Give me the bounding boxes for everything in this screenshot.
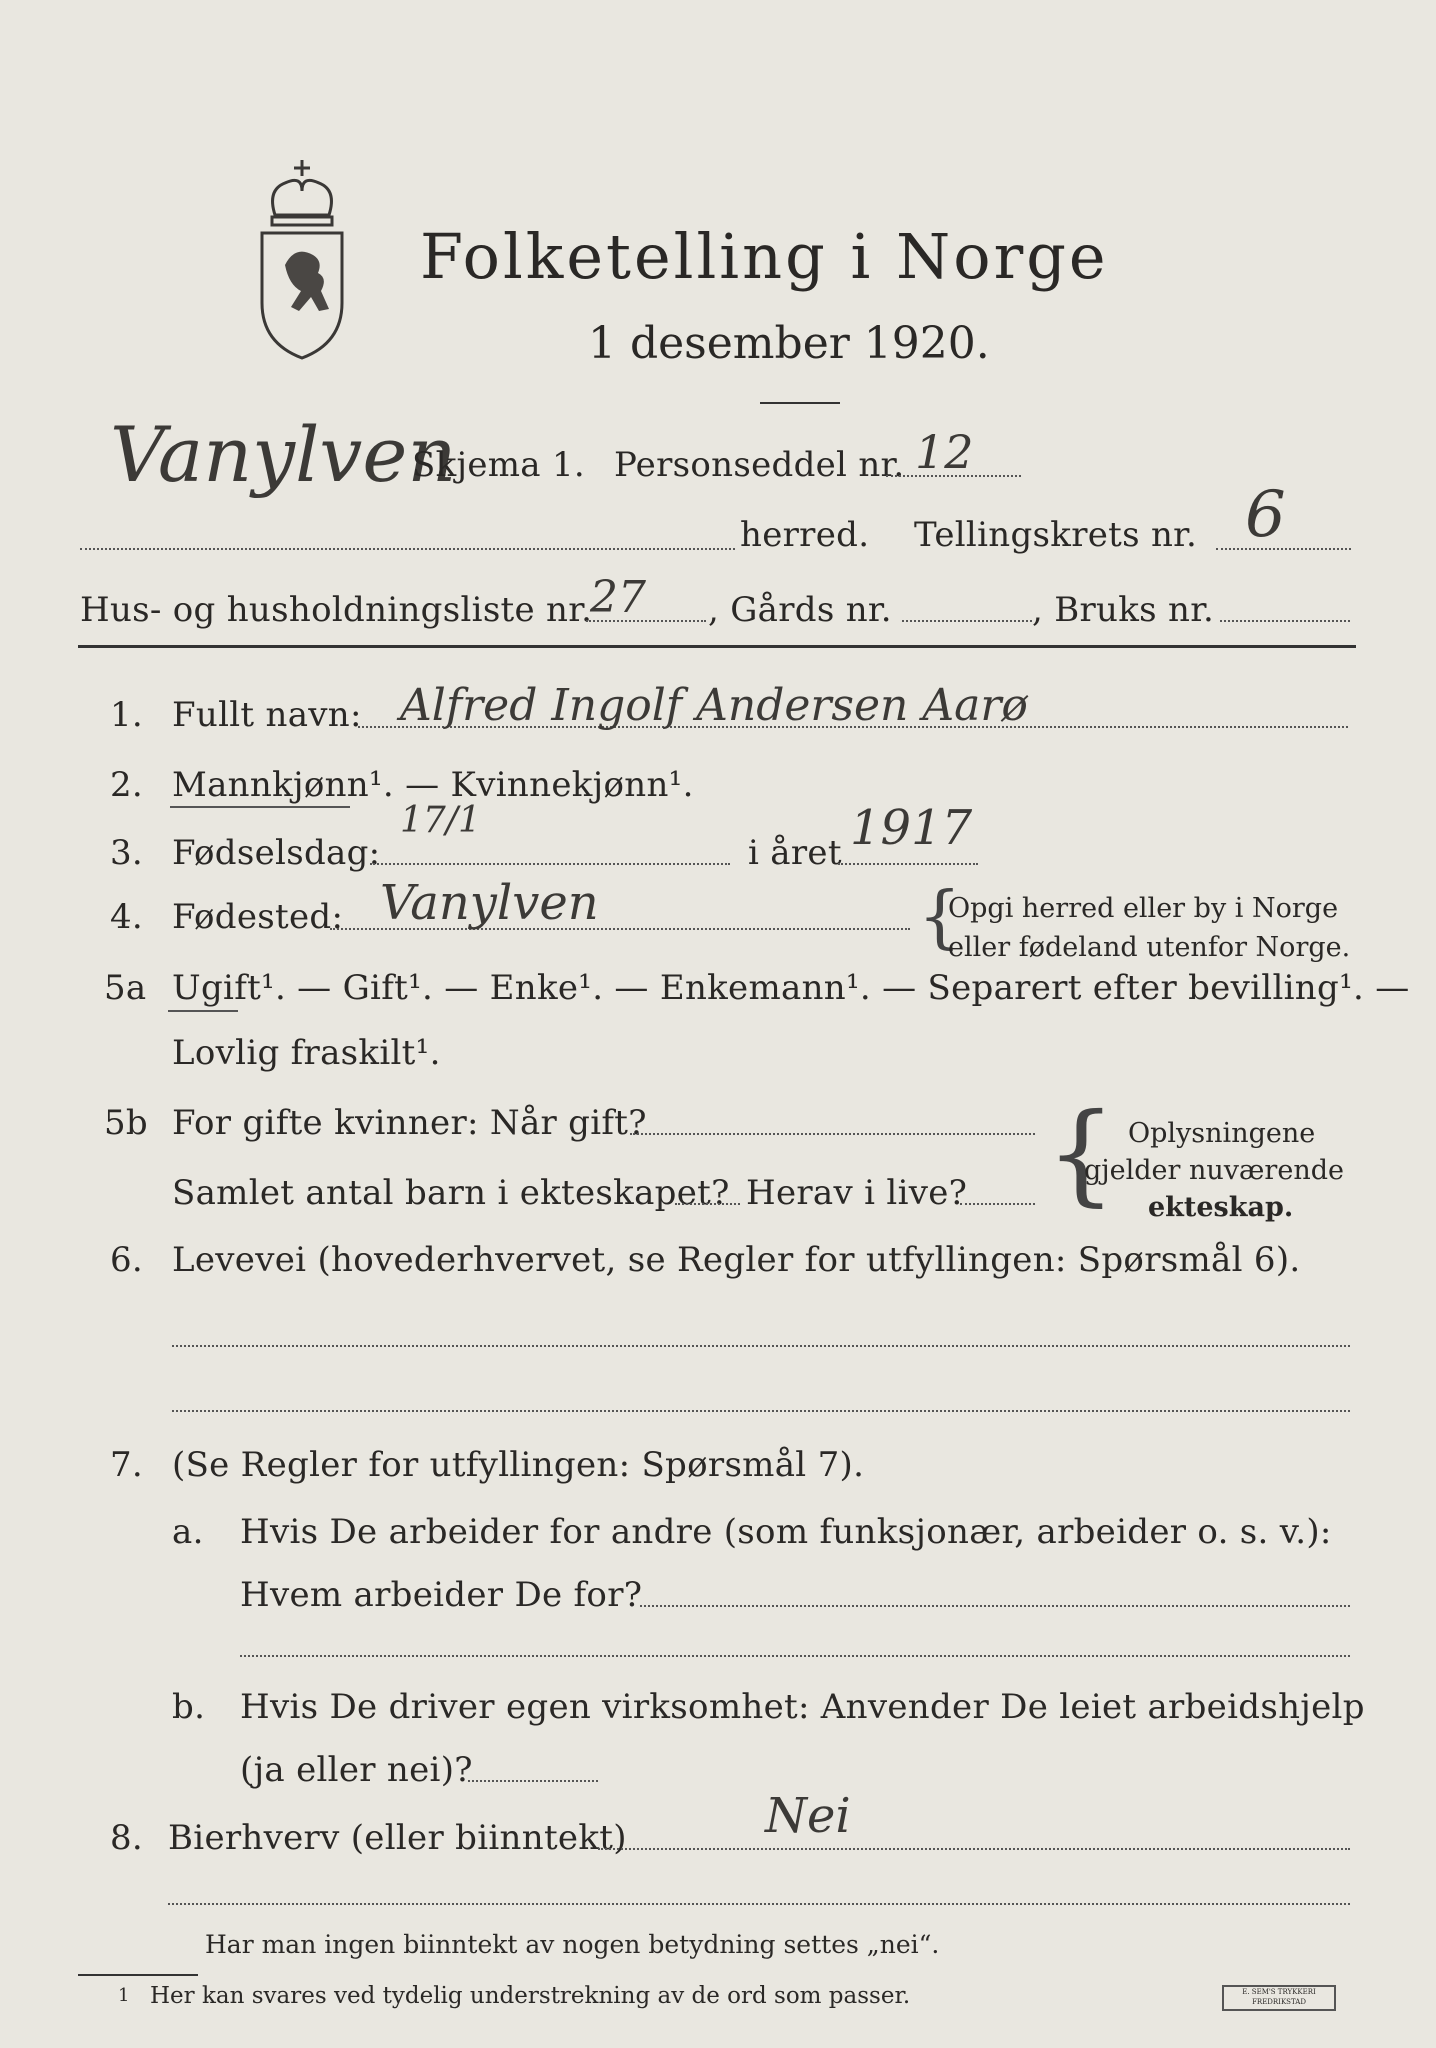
q2-underline [170,806,350,808]
q7a-extra-line [240,1655,1350,1657]
title-divider [760,402,840,404]
q8-line [598,1848,1350,1850]
printer-stamp [1222,1985,1336,2011]
herred-label: herred. [740,515,870,555]
q1-label: Fullt navn: [172,695,362,735]
q5b-line1: For gifte kvinner: Når gift? [172,1103,647,1143]
q7-number: 7. [110,1445,144,1485]
q3-year-value: 1917 [850,800,973,856]
personseddel-value: 12 [915,425,974,479]
bruks-label: , Bruks nr. [1032,590,1215,630]
q7a-line2: Hvem arbeider De for? [240,1575,643,1615]
q5b-line2a: Samlet antal barn i ekteskapet? [172,1173,730,1213]
q4-value: Vanylven [380,875,599,931]
footnote-rule [78,1974,198,1976]
q5b-brace: { [1046,1089,1116,1217]
husliste-label: Hus- og husholdningsliste nr. [80,590,593,630]
q5a-line2: Lovlig fraskilt¹. [172,1033,441,1073]
personseddel-label: Personseddel nr. [614,445,905,485]
q5b-note2: gjelder nuværende [1084,1155,1344,1186]
q6-label: Levevei (hovederhvervet, se Regler for utfyllingen: Spørsmål 6). [172,1240,1301,1280]
footer-note: Har man ingen biinntekt av nogen betydning settes „nei“. [205,1930,940,1959]
q7b-line [468,1780,598,1782]
q7-label: (Se Regler for utfyllingen: Spørsmål 7). [172,1445,865,1485]
q4-brace: { [918,878,962,957]
q7a-line1: Hvis De arbeider for andre (som funksjonær, arbeider o. s. v.): [240,1512,1332,1552]
bruks-line [1220,620,1350,622]
q5a-line1: Ugift¹. — Gift¹. — Enke¹. — Enkemann¹. — Separert efter bevilling¹. — [172,968,1410,1008]
tellingskrets-value: 6 [1245,478,1286,552]
q8-label: Bierhverv (eller biinntekt) [168,1818,627,1858]
q3-label: Fødselsdag: [172,833,381,873]
gards-line [902,620,1032,622]
q4-note-line2: eller fødeland utenfor Norge. [948,932,1351,963]
q8-extra-line [168,1903,1350,1905]
q6-number: 6. [110,1240,144,1280]
q7a-line [640,1605,1350,1607]
q7a-number: a. [172,1512,204,1552]
q4-number: 4. [110,897,144,937]
q5a-number: 5a [104,968,147,1008]
gards-label: , Gårds nr. [708,590,892,630]
q5b-alive-line [960,1203,1035,1205]
q6-line1 [172,1345,1350,1347]
q3-year-line [838,863,978,865]
q5b-line2b: Herav i live? [746,1173,968,1213]
herred-value: Vanylven [110,410,457,499]
q5b-number: 5b [104,1103,148,1143]
q3-number: 3. [110,833,144,873]
skjema-label: Skjema 1. [412,445,586,485]
q5a-underline [168,1010,238,1012]
q7b-line2: (ja eller nei)? [240,1750,473,1790]
q7b-number: b. [172,1687,206,1727]
q3-year-label: i året [748,833,842,873]
header-rule [78,645,1356,648]
q4-label: Fødested: [172,897,344,937]
q5b-children-line [675,1203,740,1205]
herred-line [80,548,735,550]
printer-stamp-text: E. SEM'S TRYKKERI FREDRIKSTAD [1242,1988,1316,2006]
q4-note-line1: Opgi herred eller by i Norge [948,893,1339,924]
tellingskrets-label: Tellingskrets nr. [914,515,1198,555]
q8-value: Nei [765,1788,851,1844]
q7b-line1: Hvis De driver egen virksomhet: Anvender De leiet arbeidshjelp [240,1687,1365,1727]
page-title: Folketelling i Norge [420,220,1109,293]
q1-number: 1. [110,695,144,735]
q5b-married-line [630,1133,1035,1135]
husliste-value: 27 [590,572,646,623]
q5b-note3: ekteskap. [1148,1192,1294,1223]
q8-number: 8. [110,1818,144,1858]
q5b-note1: Oplysningene [1128,1118,1316,1149]
q2-label: Mannkjønn¹. — Kvinnekjønn¹. [172,765,694,805]
q6-line2 [172,1410,1350,1412]
coat-of-arms-icon [250,155,355,365]
footnote-text: Her kan svares ved tydelig understrekning av de ord som passer. [150,1983,911,2009]
q2-number: 2. [110,765,144,805]
footnote-number: 1 [118,1985,130,2006]
q1-value: Alfred Ingolf Andersen Aarø [400,680,1028,731]
q3-day-value: 17/1 [400,800,481,841]
q3-day-line [370,863,730,865]
census-date: 1 desember 1920. [588,318,990,369]
